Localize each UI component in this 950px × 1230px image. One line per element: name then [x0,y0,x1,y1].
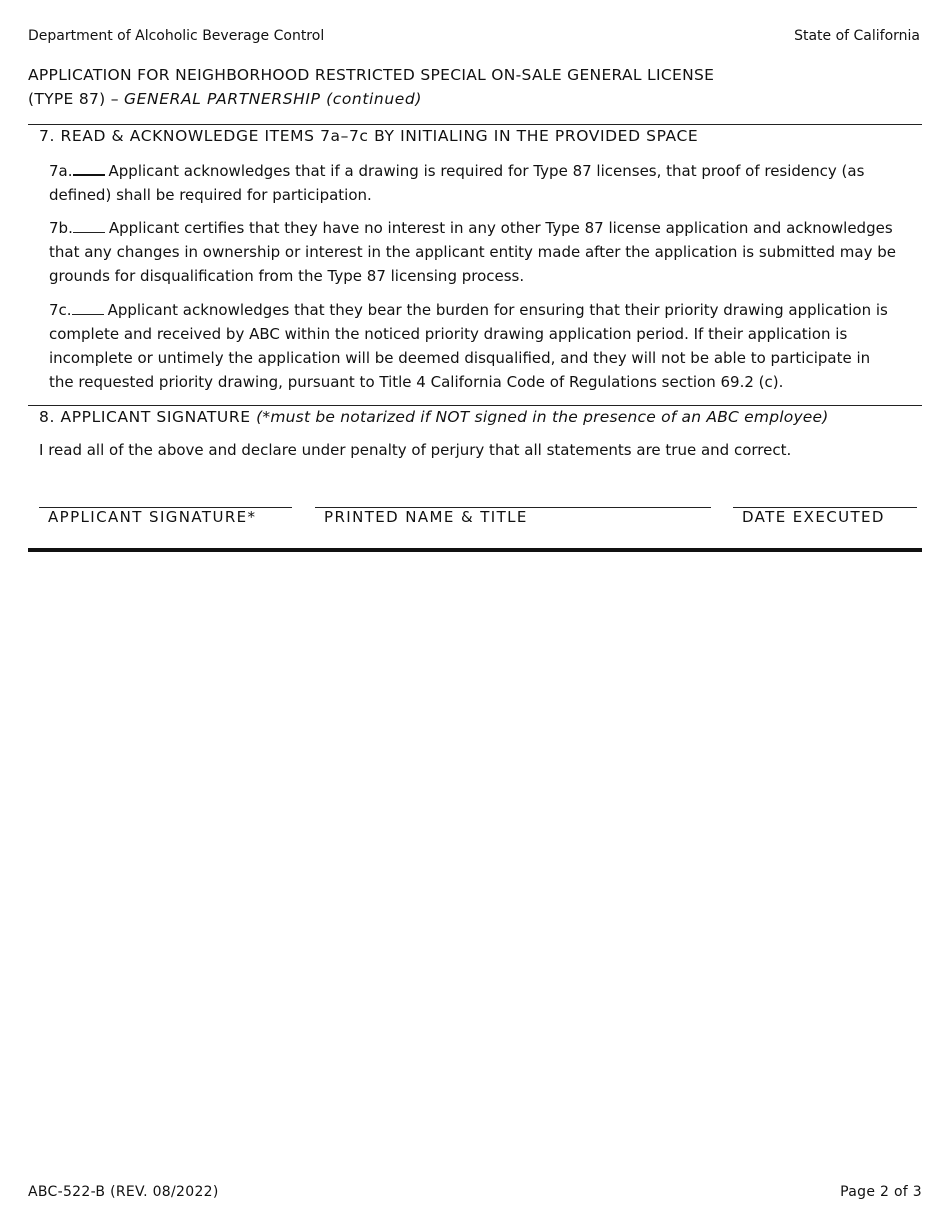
item-label: 7a. [49,162,73,180]
section8-heading [39,408,829,426]
item-label: 7b. [49,219,73,237]
initials-field-7c[interactable] [72,299,104,315]
state-name: State of California [794,28,920,44]
ack-item-7a [49,159,899,207]
section8-title: 8. APPLICANT SIGNATURE [39,408,257,426]
section7-heading: 7. READ & ACKNOWLEDGE ITEMS 7a–7c BY INITIALING IN THE PROVIDED SPACE [39,127,699,145]
item-text: Applicant acknowledges that they bear the burden for ensuring that their priority drawing application is complete and received by ABC within the noticed priority drawing application period. If their application is incomplete or untimely the application will be deemed disqualified, and they will not be able to participate in the requested priority drawing, pursuant to Title 4 California Code of Regulations section 69.2 (c). [49,301,888,391]
date-executed-label: DATE EXECUTED [742,508,885,526]
form-type-label: (TYPE 87) – [28,90,125,108]
entity-type-label: GENERAL PARTNERSHIP (continued) [124,90,423,108]
page-number: Page 2 of 3 [840,1184,922,1200]
section-end-divider [28,548,922,552]
form-title-line1: APPLICATION FOR NEIGHBORHOOD RESTRICTED SPECIAL ON-SALE GENERAL LICENSE [28,66,715,84]
department-name: Department of Alcoholic Beverage Control [28,28,325,44]
page-footer [28,1184,922,1200]
item-label: 7c. [49,301,72,319]
initials-field-7b[interactable] [73,217,105,233]
section-divider [28,405,922,406]
page-header [28,28,920,44]
ack-item-7c [49,298,899,394]
ack-item-7b [49,216,899,288]
printed-name-title-label: PRINTED NAME & TITLE [324,508,528,526]
form-title [28,63,908,111]
section-divider [28,124,922,125]
form-number: ABC-522-B (REV. 08/2022) [28,1184,219,1200]
initials-field-7a[interactable] [73,159,105,176]
form-title-line2 [28,87,908,111]
applicant-signature-label: APPLICANT SIGNATURE* [48,508,257,526]
item-text: Applicant acknowledges that if a drawing is required for Type 87 licenses, that proof of residency (as defined) shall be required for participation. [49,162,865,204]
notarization-note: (*must be notarized if NOT signed in the presence of an ABC employee) [256,408,829,426]
perjury-declaration: I read all of the above and declare under penalty of perjury that all statements are true and correct. [39,441,792,459]
item-text: Applicant certifies that they have no interest in any other Type 87 license application and acknowledges that any changes in ownership or interest in the applicant entity made after the application is submitted may be grounds for disqualification from the Type 87 licensing process. [49,219,896,285]
